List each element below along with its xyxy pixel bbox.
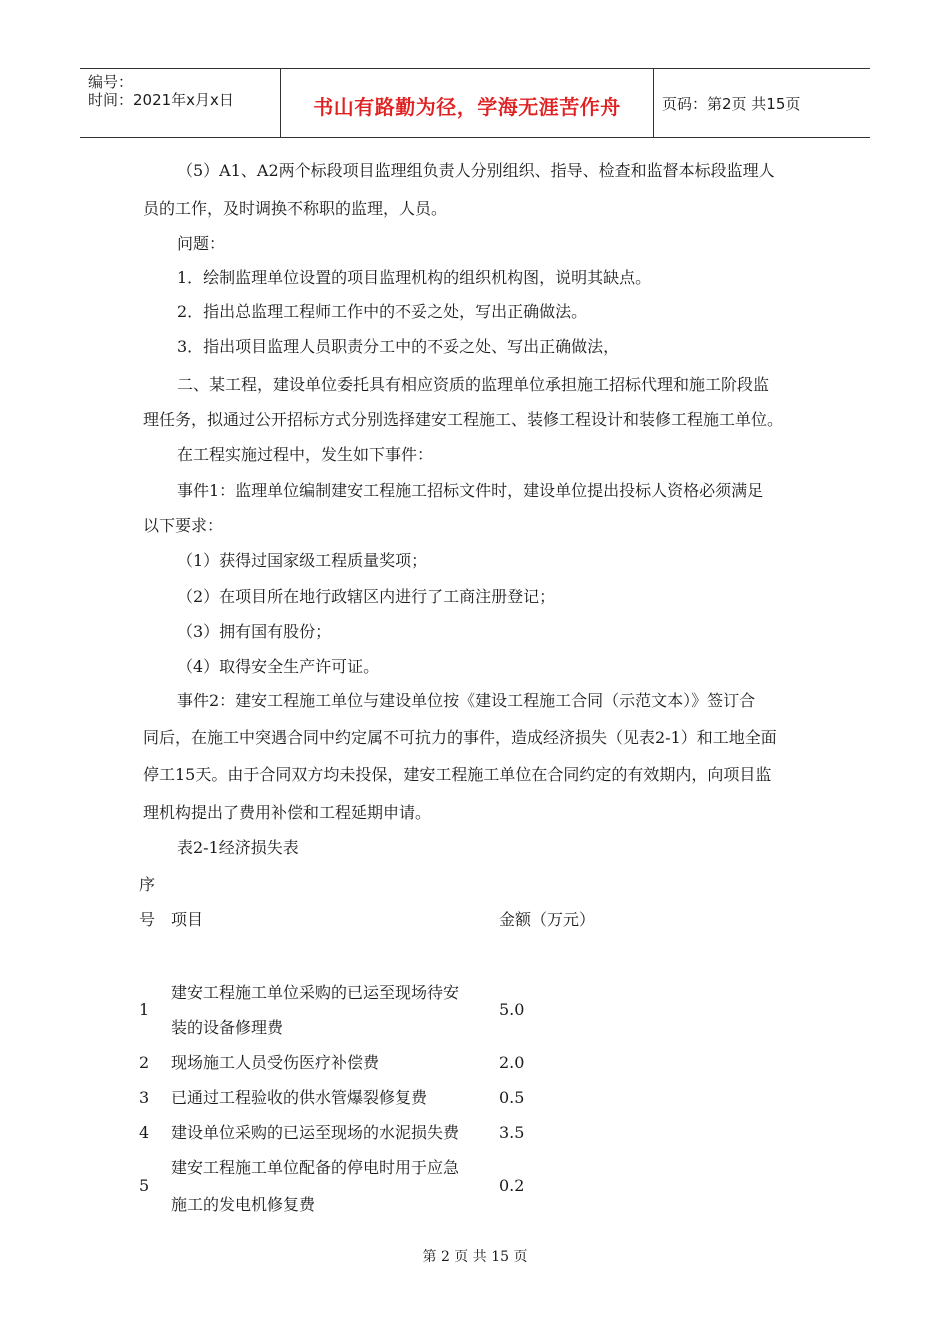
- paragraph-line: 以下要求：: [143, 516, 224, 535]
- paragraph-line: 二、某工程，建设单位委托具有相应资质的监理单位承担施工招标代理和施工阶段监: [177, 375, 770, 394]
- page-header: [80, 68, 870, 138]
- question-item: 1．绘制监理单位设置的项目监理机构的组织机构图，说明其缺点。: [177, 268, 652, 287]
- list-item: （2）在项目所在地行政辖区内进行了工商注册登记；: [177, 587, 556, 606]
- document-date: 时间：2021年x月x日: [88, 91, 234, 109]
- row-number: 1: [139, 1000, 150, 1019]
- paragraph-line: 在工程实施过程中，发生如下事件：: [177, 445, 434, 464]
- row-number: 2: [139, 1053, 150, 1072]
- table-header-no: 序: [139, 875, 156, 894]
- row-number: 5: [139, 1176, 150, 1195]
- question-heading: 问题：: [177, 234, 226, 253]
- page-code: 页码：第2页 共15页: [662, 95, 801, 113]
- paragraph-line: 理任务，拟通过公开招标方式分别选择建安工程施工、装修工程设计和装修工程施工单位。: [143, 410, 784, 429]
- table-header-no: 号: [139, 910, 156, 929]
- paragraph-line: 事件2：建安工程施工单位与建设单位按《建设工程施工合同（示范文本）》签订合: [177, 691, 756, 710]
- header-page-cell: [654, 69, 870, 137]
- row-amount: 5.0: [499, 1000, 525, 1019]
- paragraph-line: （5）A1、A2两个标段项目监理组负责人分别组织、指导、检查和监督本标段监理人: [177, 161, 775, 180]
- table-header-item: 项目: [171, 910, 204, 929]
- list-item: （4）取得安全生产许可证。: [177, 657, 380, 676]
- document-number-label: 编号：: [88, 73, 134, 91]
- paragraph-line: 员的工作，及时调换不称职的监理，人员。: [143, 199, 448, 218]
- row-item: 建安工程施工单位配备的停电时用于应急: [171, 1158, 460, 1177]
- header-motto-cell: [281, 69, 654, 137]
- question-item: 3．指出项目监理人员职责分工中的不妥之处、写出正确做法，: [177, 337, 620, 356]
- list-item: （3）拥有国有股份；: [177, 622, 332, 641]
- row-item: 已通过工程验收的供水管爆裂修复费: [171, 1088, 428, 1107]
- table-caption: 表2-1经济损失表: [177, 838, 299, 857]
- row-number: 4: [139, 1123, 150, 1142]
- row-item: 建设单位采购的已运至现场的水泥损失费: [171, 1123, 460, 1142]
- row-item: 施工的发电机修复费: [171, 1195, 316, 1214]
- list-item: （1）获得过国家级工程质量奖项；: [177, 551, 428, 570]
- page-footer: 第 2 页 共 15 页: [422, 1249, 528, 1265]
- table-header-amount: 金额（万元）: [499, 910, 596, 929]
- paragraph-line: 事件1：监理单位编制建安工程施工招标文件时，建设单位提出投标人资格必须满足: [177, 481, 764, 500]
- paragraph-line: 同后，在施工中突遇合同中约定属不可抗力的事件，造成经济损失（见表2-1）和工地全面: [143, 728, 777, 747]
- row-amount: 0.2: [499, 1176, 525, 1195]
- row-amount: 2.0: [499, 1053, 525, 1072]
- row-amount: 0.5: [499, 1088, 525, 1107]
- paragraph-line: 停工15天。由于合同双方均未投保，建安工程施工单位在合同约定的有效期内，向项目监: [143, 765, 772, 784]
- row-number: 3: [139, 1088, 150, 1107]
- row-item: 建安工程施工单位采购的已运至现场待安: [171, 983, 460, 1002]
- row-item: 装的设备修理费: [171, 1018, 284, 1037]
- header-motto: 书山有路勤为径，学海无涯苦作舟: [313, 95, 621, 119]
- paragraph-line: 理机构提出了费用补偿和工程延期申请。: [143, 803, 432, 822]
- header-info-cell: [80, 69, 281, 137]
- row-amount: 3.5: [499, 1123, 525, 1142]
- question-item: 2．指出总监理工程师工作中的不妥之处，写出正确做法。: [177, 302, 588, 321]
- row-item: 现场施工人员受伤医疗补偿费: [171, 1053, 380, 1072]
